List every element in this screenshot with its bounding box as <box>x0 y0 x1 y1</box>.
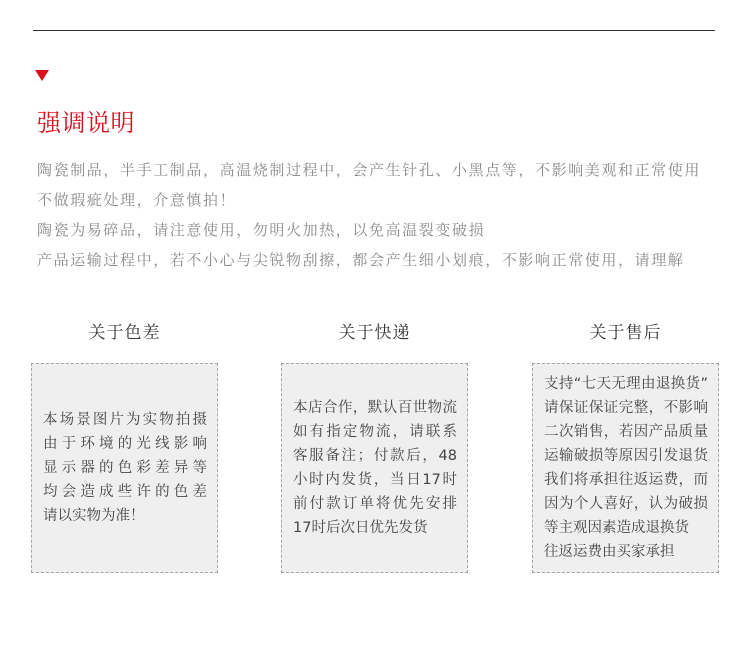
box-line: 请保证保证完整，不影响 <box>544 400 708 416</box>
notice-text <box>37 155 727 275</box>
top-divider <box>33 30 715 31</box>
box-line: 如有指定物流，请联系 <box>293 424 457 440</box>
box-line: 本场景图片为实物拍摄 <box>43 412 207 428</box>
color-difference-box <box>31 363 218 573</box>
box-line: 往返运费由买家承担 <box>544 544 675 560</box>
after-sales-box <box>532 363 719 573</box>
box-line: 支持“七天无理由退换货” <box>544 376 708 392</box>
box-line: 运输破损等原因引发退货 <box>544 448 708 464</box>
box-line: 前付款订单将优先安排 <box>293 496 457 512</box>
notice-line: 陶瓷制品，半手工制品，高温烧制过程中，会产生针孔、小黑点等，不影响美观和正常使用 <box>37 161 702 179</box>
notice-title: 强调说明 <box>37 109 135 137</box>
box-line: 因为个人喜好，认为破损 <box>544 496 708 512</box>
notice-line: 不做瑕疵处理，介意慎拍！ <box>37 191 237 209</box>
box-line: 我们将承担往返运费，而 <box>544 472 708 488</box>
notice-line: 陶瓷为易碎品，请注意使用，勿明火加热，以免高温裂变破损 <box>37 221 486 239</box>
box-line: 由于环境的光线影响 <box>43 436 207 452</box>
after-sales-heading: 关于售后 <box>589 323 662 343</box>
box-line: 本店合作，默认百世物流 <box>293 400 457 416</box>
color-difference-heading: 关于色差 <box>88 323 161 343</box>
box-line: 均会造成些许的色差 <box>43 484 207 500</box>
box-line: 客服备注；付款后，48 <box>293 448 457 464</box>
notice-line: 产品运输过程中，若不小心与尖锐物刮擦，都会产生细小划痕，不影响正常使用，请理解 <box>37 251 685 269</box>
box-line: 等主观因素造成退换货 <box>544 520 689 536</box>
box-line: 17时后次日优先发货 <box>293 520 428 536</box>
box-line: 小时内发货，当日17时 <box>293 472 457 488</box>
box-line: 二次销售，若因产品质量 <box>544 424 708 440</box>
shipping-box <box>281 363 468 573</box>
box-line: 显示器的色彩差异等 <box>43 460 207 476</box>
box-line: 请以实物为准！ <box>43 508 145 524</box>
triangle-down-icon <box>35 70 49 81</box>
shipping-heading: 关于快递 <box>338 323 411 343</box>
